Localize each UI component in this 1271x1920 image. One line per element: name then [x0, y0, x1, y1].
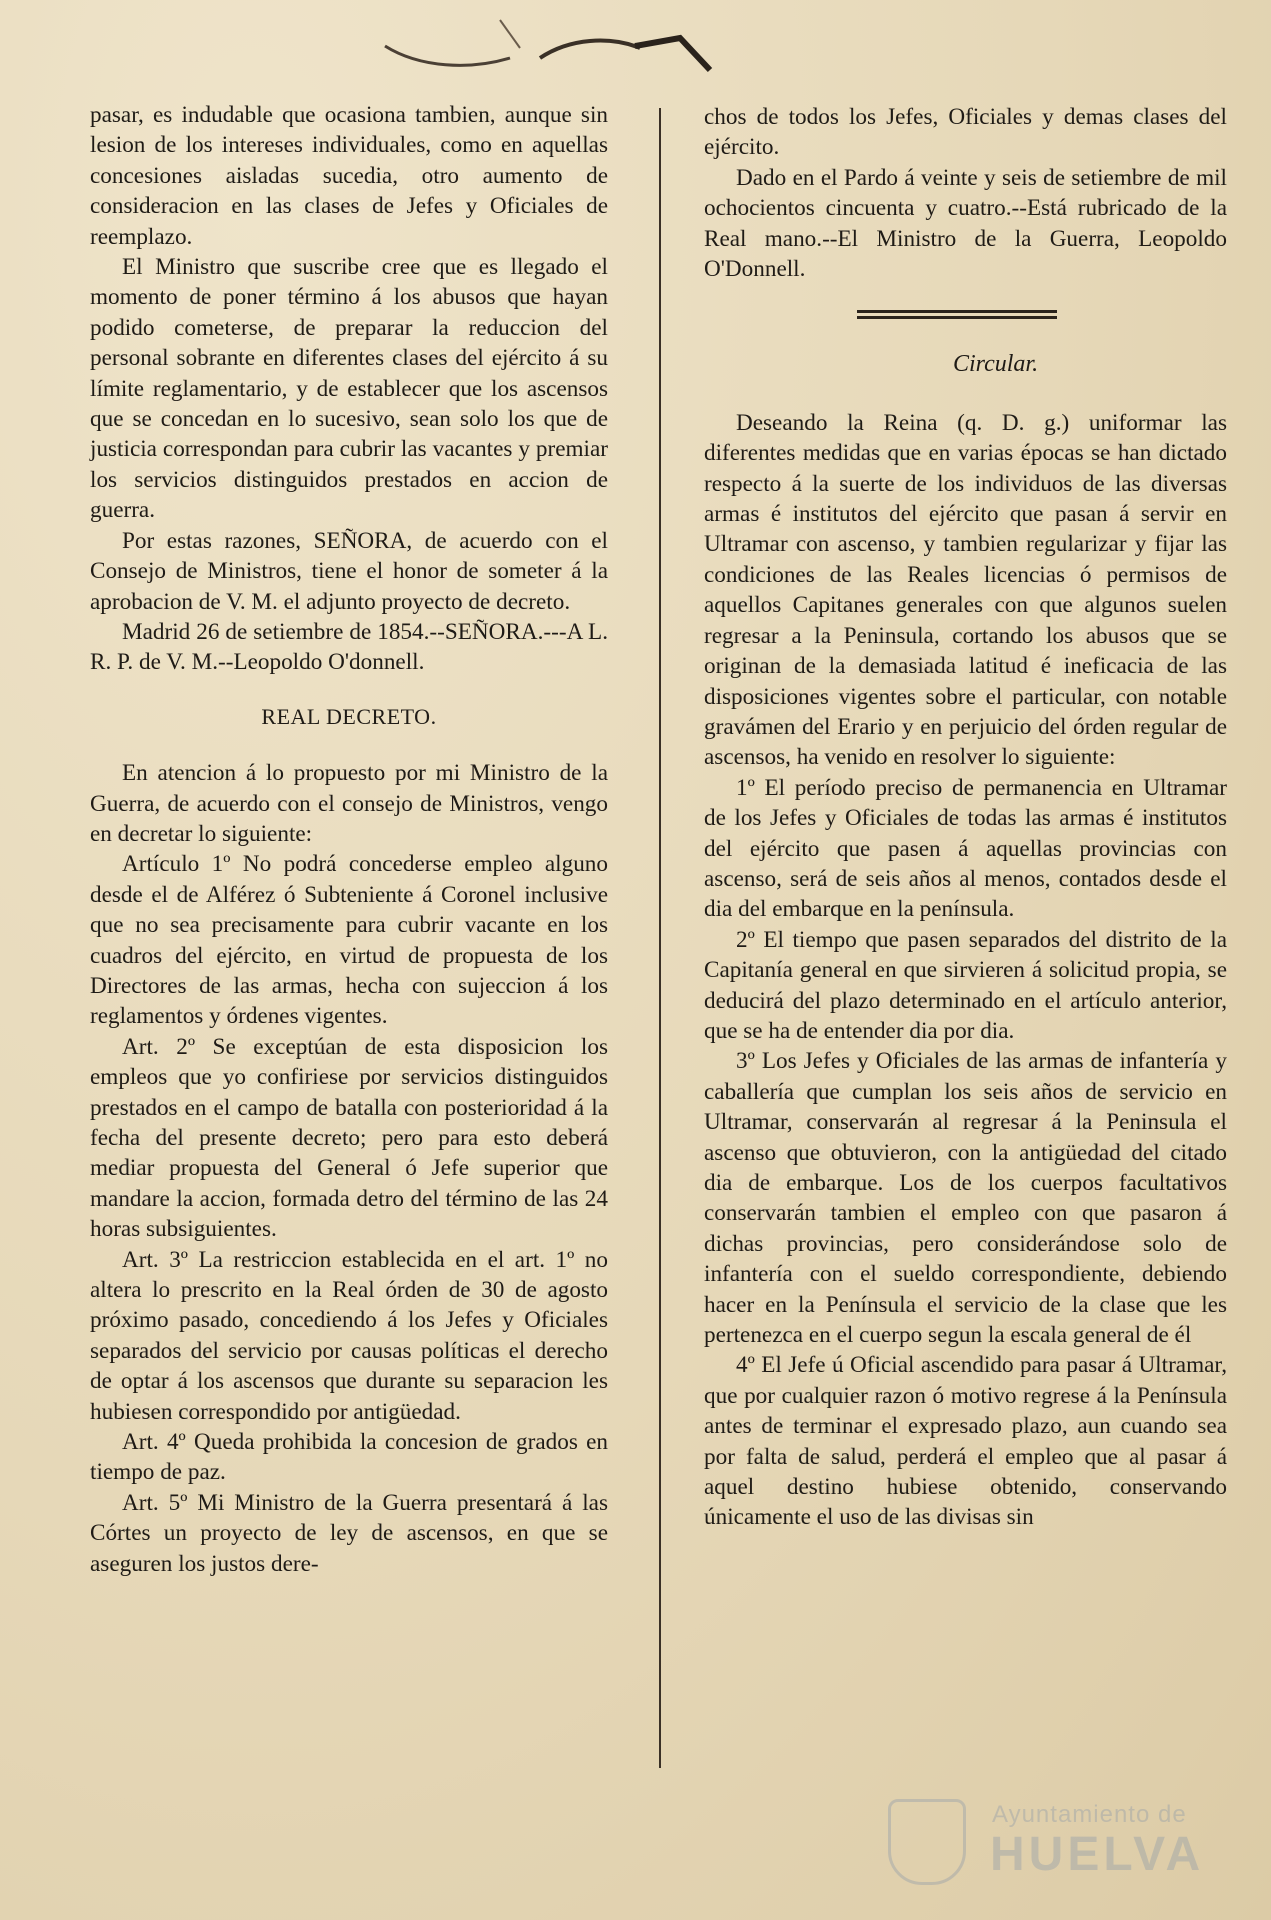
circular-item-1: 1º El período preciso de permanencia en Ultramar de los Jefes y Oficiales de todas las armas é institutos del ejército que pasen á aquellas provincias con ascenso, será de seis años al menos, contados desde el dia del embarque en la península. [704, 774, 1227, 923]
right-paragraph-dated: Dado en el Pardo á veinte y seis de setiembre de mil ochocientos cincuenta y cuatro.--Está rubricado de la Real mano.--El Ministro de la Guerra, Leopoldo O'Donnell. [704, 164, 1227, 283]
left-paragraph-reasons: Por estas razones, SEÑORA, de acuerdo con el Consejo de Ministros, tiene el honor de someter á la aprobacion de V. M. el adjunto proyecto de decreto. [90, 527, 608, 615]
shield-icon [888, 1799, 966, 1885]
watermark-line-1: Ayuntamiento de [992, 1801, 1187, 1828]
left-column [90, 100, 608, 1579]
decree-article-2: Art. 2º Se exceptúan de esta disposicion los empleos que yo confiriese por servicios distinguidos prestados en el campo de batalla con posterioridad á la fecha del presente decreto; pero para esto deberá mediar propuesta del General ó Jefe superior que mandare la accion, formada detro del término de las 24 horas subsiguientes. [90, 1033, 608, 1243]
archive-watermark [888, 1795, 1218, 1885]
left-paragraph-minister: El Ministro que suscribe cree que es llegado el momento de poner término á los abusos que hayan podido cometerse, de preparar la reduccion del personal sobrante en diferentes clases del ejército á su límite reglamentario, y de establecer que los ascensos que se concedan en lo sucesivo, sean solo los que de justicia correspondan para cubrir las vacantes y premiar los servicios distinguidos prestados en accion de guerra. [90, 254, 608, 524]
right-paragraph-continuation: chos de todos los Jefes, Oficiales y demas clases del ejército. [704, 104, 1227, 161]
circular-item-2: 2º El tiempo que pasen separados del distrito de la Capitanía general en que sirvieren á solicitud propia, se deducirá del plazo determinado en el artículo anterior, que se ha de entender dia por dia. [704, 926, 1227, 1044]
section-rule [857, 310, 1057, 319]
circular-item-3: 3º Los Jefes y Oficiales de las armas de infantería y caballería que cumplan los seis años de servicio en Ultramar, conservarán al regresar á la Peninsula el ascenso que obtuvieron, con la antigüedad del citado dia de embarque. Los de los cuerpos facultativos conservarán tambien el empleo con que pasaron á dichas provincias, pero considerándose solo de infantería con el sueldo correspondiente, debiendo hacer en la Península el servicio de la clase que les pertenezca en el cuerpo segun la escala general de él [704, 1048, 1227, 1349]
decree-article-4: Art. 4º Queda prohibida la concesion de grados en tiempo de paz. [90, 1429, 608, 1486]
column-divider [659, 108, 661, 1768]
circular-item-4: 4º El Jefe ú Oficial ascendido para pasar á Ultramar, que por cualquier razon ó motivo regrese á la Península antes de terminar el expresado plazo, aun cuando sea por falta de salud, perderá el empleo que al pasar á aquel destino hubiese obtenido, conservando únicamente el uso de las divisas sin [704, 1352, 1227, 1531]
decree-article-5: Art. 5º Mi Ministro de la Guerra presentará á las Córtes un proyecto de ley de ascensos, en que se aseguren los justos dere- [90, 1489, 608, 1577]
real-decreto-heading: REAL DECRETO. [261, 703, 437, 729]
left-paragraph-continuation: pasar, es indudable que ocasiona tambien, aunque sin lesion de los intereses individuales, como en aquellas concesiones aisladas sucedia, otro aumento de consideracion en las clases de Jefes y Oficiales de reemplazo. [90, 102, 608, 250]
circular-preamble: Deseando la Reina (q. D. g.) uniformar las diferentes medidas que en varias épocas se han dictado respecto á la suerte de los individuos de las diversas armas é institutos del ejército que pasan á servir en Ultramar con ascenso, y tambien regularizar y fijar las condiciones de las Reales licencias ó permisos de aquellos Capitanes generales con que algunos suelen regresar a la Peninsula, cortando los abusos que se originan de la demasiada latitud é ineficacia de las disposiciones vigentes sobre el particular, con notable gravámen del Erario y en perjuicio del órden regular de ascensos, ha venido en resolver lo siguiente: [704, 409, 1227, 771]
left-paragraph-date-signature: Madrid 26 de setiembre de 1854.--SEÑORA.---A L. R. P. de V. M.--Leopoldo O'donnell. [90, 618, 608, 676]
watermark-line-2: HUELVA [990, 1828, 1205, 1881]
decree-article-3: Art. 3º La restriccion establecida en el art. 1º no altera lo prescrito en la Real órden de 30 de agosto próximo pasado, concediendo á los Jefes y Oficiales separados del servicio por causas políticas el derecho de optar á los ascensos que durante su separacion les hubiesen correspondido por antigüedad. [90, 1246, 608, 1425]
ink-flourish-mark [380, 18, 740, 78]
decree-article-1: Artículo 1º No podrá concederse empleo alguno desde el de Alférez ó Subteniente á Coronel inclusive que no sea precisamente para cubrir vacante en los cuadros del ejército, en virtud de propuesta de los Directores de las armas, hecha con sujeccion á los reglamentos y órdenes vigentes. [90, 851, 608, 1030]
right-column [704, 102, 1227, 1533]
decree-preamble: En atencion á lo propuesto por mi Ministro de la Guerra, de acuerdo con el consejo de Ministros, vengo en decretar lo siguiente: [90, 760, 608, 847]
circular-heading: Circular. [952, 351, 1039, 378]
